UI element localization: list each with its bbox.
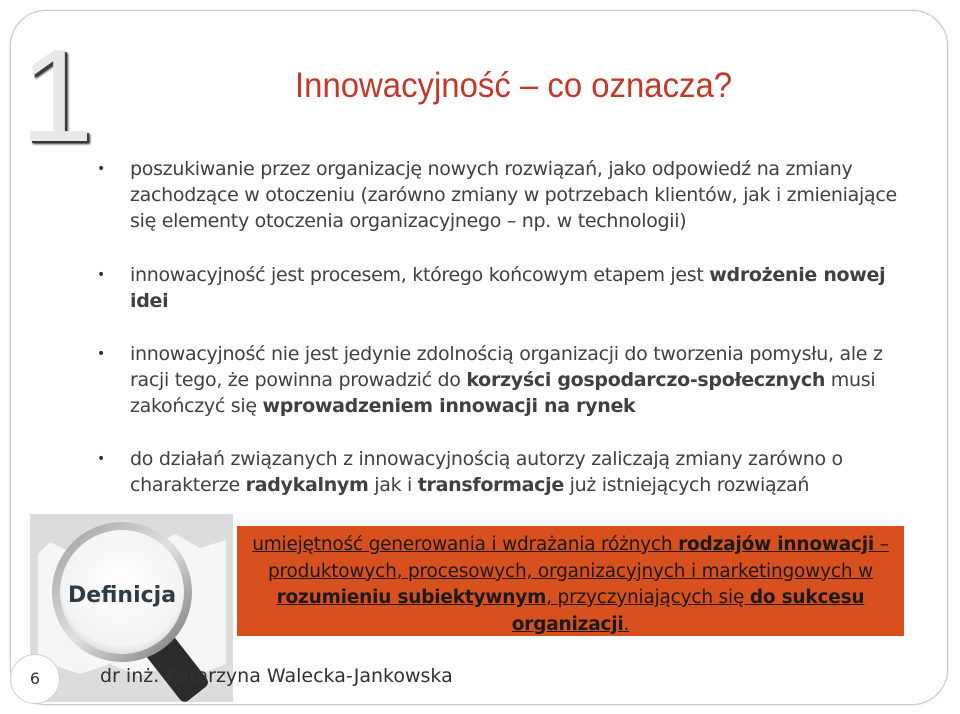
bullet-item (97, 446, 927, 498)
bold-text: wprowadzeniem innowacji na rynek (262, 395, 636, 417)
text-run: – produktowych, procesowych, organizacyjnych i marketingowych w (268, 534, 889, 582)
bold-text: rodzajów innowacji (678, 534, 875, 555)
bold-text: korzyści gospodarczo-społecznych (466, 369, 826, 391)
text-run: do działań związanych z innowacyjnością autorzy zaliczają zmiany zarówno o charakterze (130, 448, 843, 496)
bold-text: do sukcesu organizacji (511, 587, 865, 635)
definition-image-label: Definicja (67, 583, 177, 608)
text-run: musi zakończyć się (130, 369, 876, 417)
text-run: innowacyjność nie jest jedynie zdolnością organizacji do tworzenia pomysłu, ale z racji tego, że powinna prowadzić do (130, 343, 883, 391)
author-footer: dr inż. Katarzyna Walecka-Jankowska (100, 665, 453, 687)
bullet-item (97, 341, 927, 419)
bullet-item (97, 156, 927, 234)
bold-text: wdrożenie nowej idei (130, 264, 886, 312)
text-run: umiejętność generowania i wdrażania różnych (252, 534, 679, 555)
bold-text: transformacje (417, 474, 564, 496)
page-number: 6 (10, 654, 60, 704)
text-run: jak i (368, 474, 418, 496)
text-run: , przyczyniających się (546, 587, 750, 608)
slide-title: Innowacyjność – co oznacza? (295, 66, 733, 105)
bullet-item (97, 262, 927, 314)
bold-text: rozumieniu subiektywnym (276, 587, 547, 608)
text-run: już istniejących rozwiązań (563, 474, 810, 496)
text-run: poszukiwanie przez organizację nowych rozwiązań, jako odpowiedź na zmiany zachodzące w otoczeniu (zarówno zmiany w potrzebach klientów, jak i zmieniające się elementy otoczenia organizacyjnego – np. w technologii) (130, 158, 897, 232)
bold-text: radykalnym (245, 474, 369, 496)
section-number: 1 (20, 22, 94, 169)
text-run: innowacyjność jest procesem, którego końcowym etapem jest (130, 264, 710, 286)
definition-box (237, 526, 904, 636)
text-run: . (623, 613, 630, 635)
